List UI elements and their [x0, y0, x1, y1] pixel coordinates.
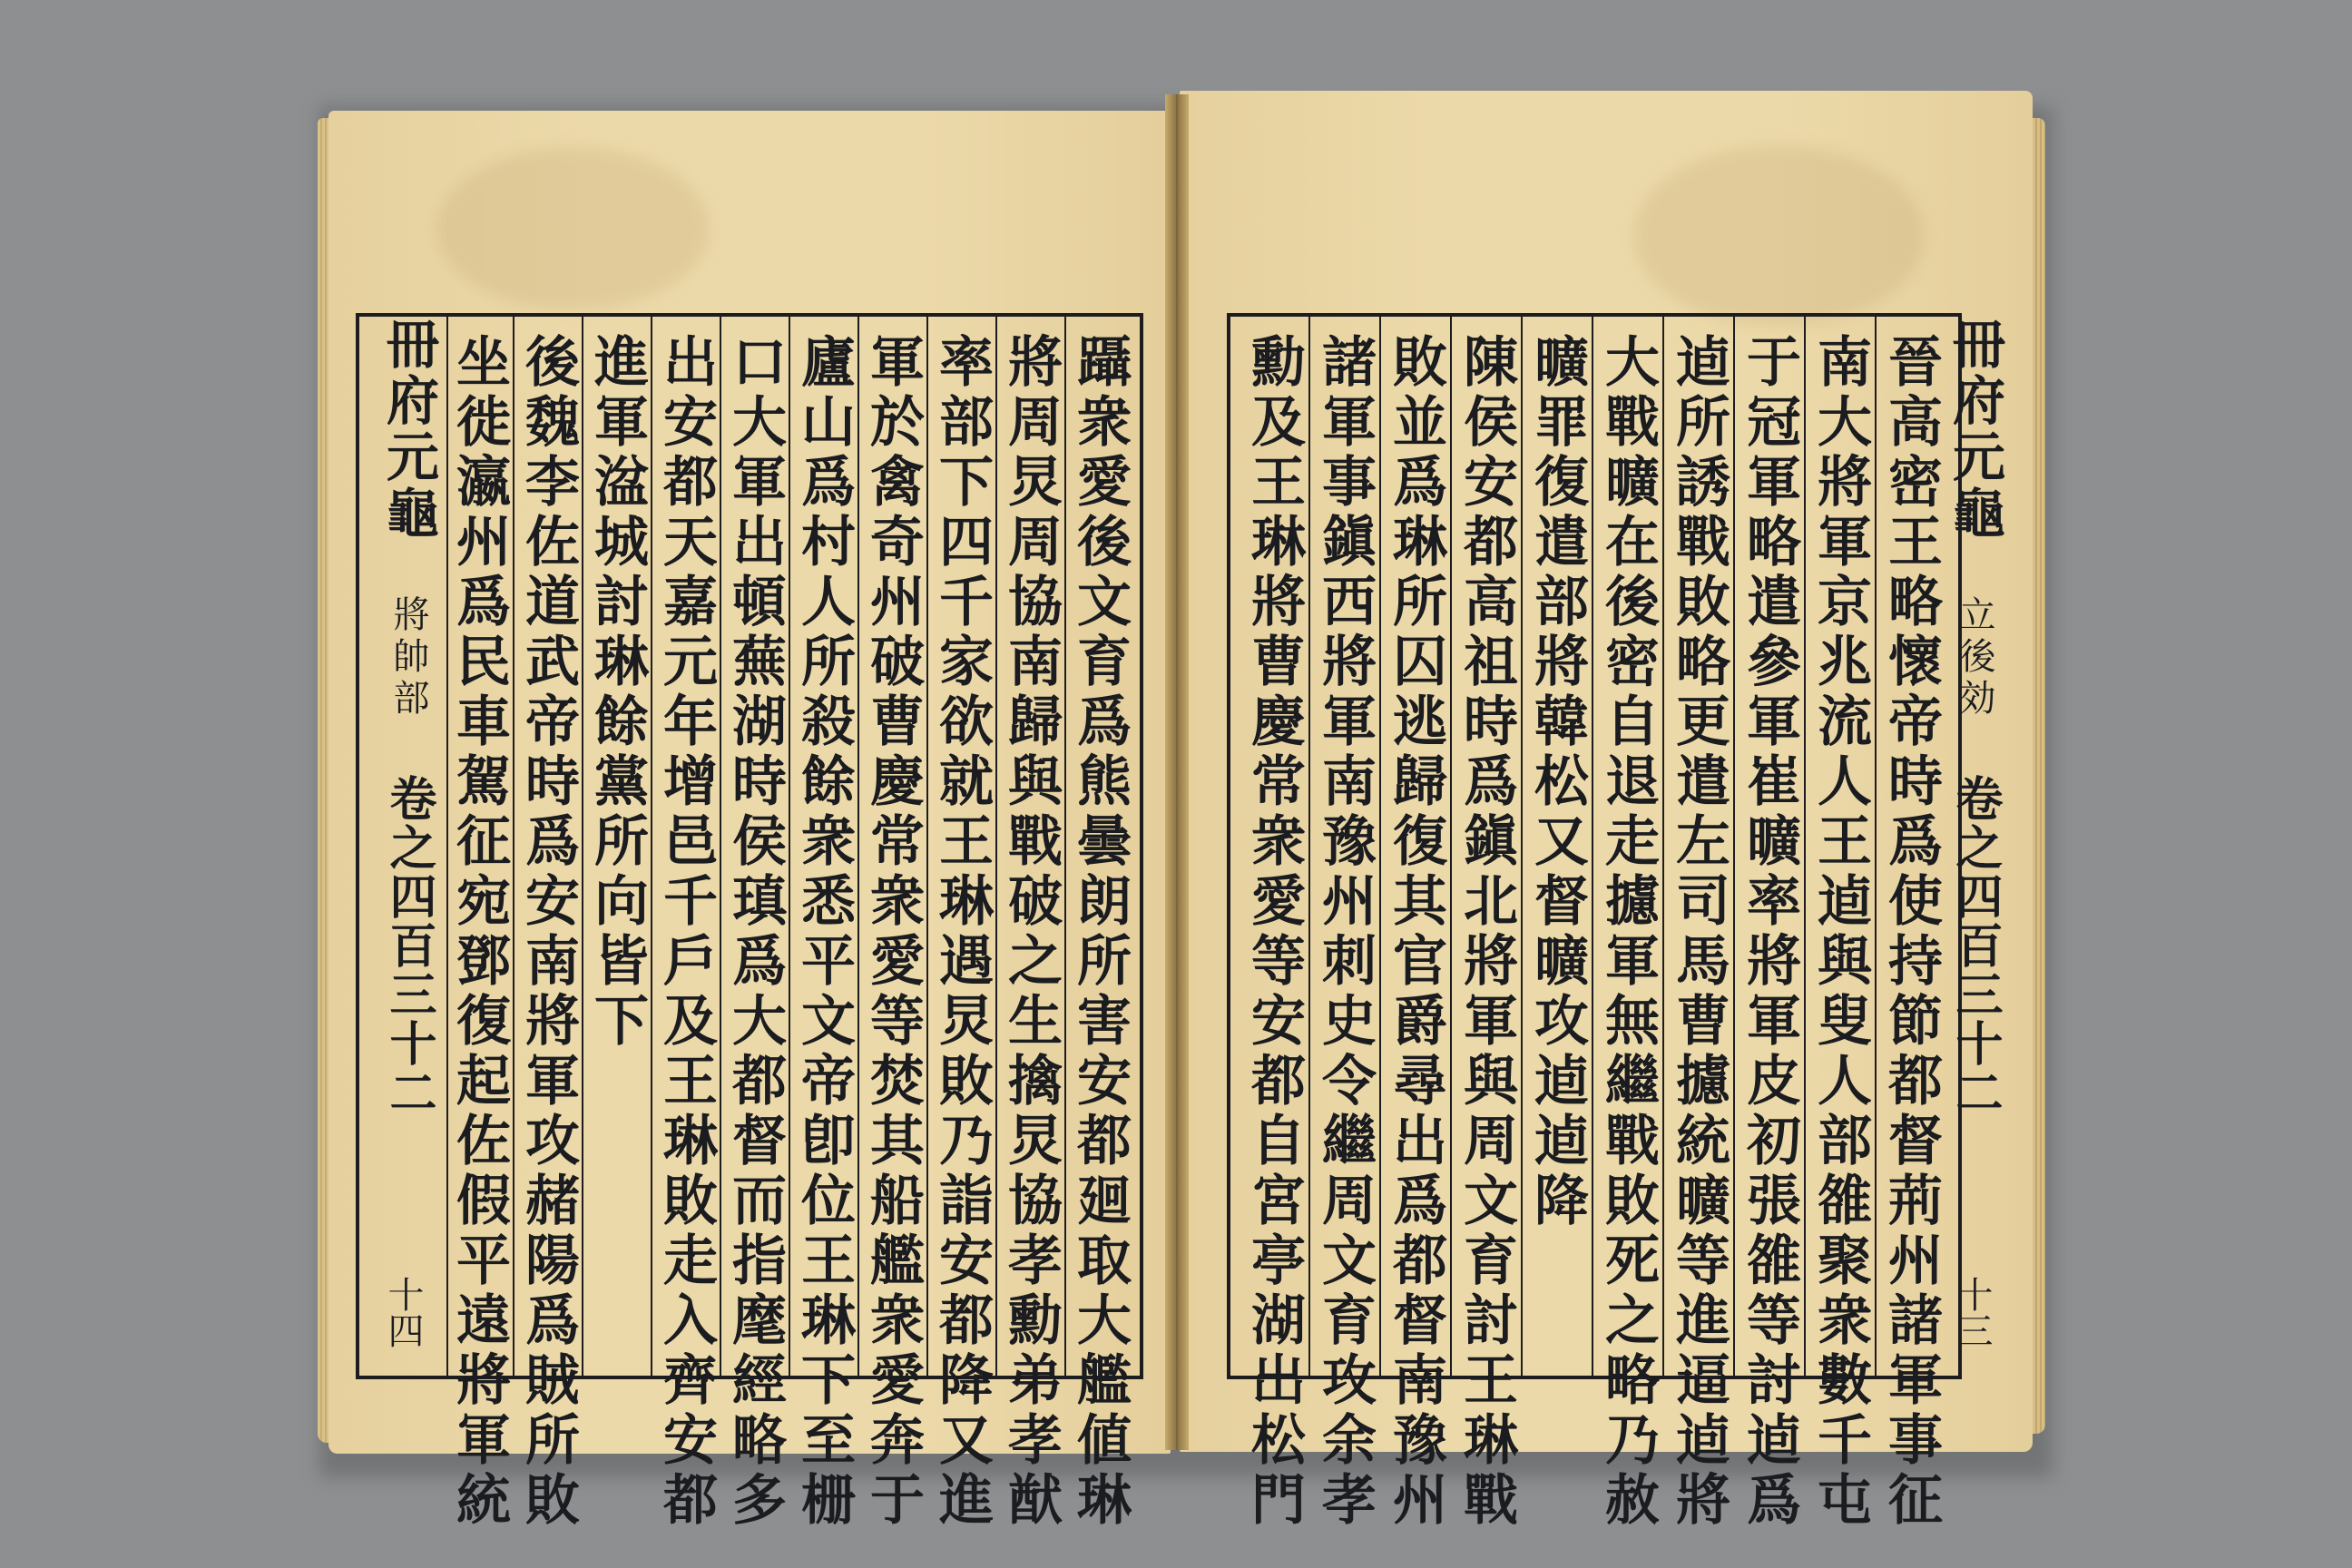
column-rule	[1733, 317, 1735, 1376]
column-rule	[1379, 317, 1381, 1376]
left-text-column: 口大軍出頓蕪湖時侯瑱爲大都督而指麾經略多	[723, 333, 787, 1531]
left-text-column: 廬山爲村人所殺餘衆悉平文帝卽位王琳下至栅	[792, 333, 856, 1531]
column-rule	[513, 317, 514, 1376]
right-folio: 十三	[1951, 1276, 1993, 1348]
right-text-column: 大戰曠在後密自退走攄軍無繼戰敗死之略乃赦	[1596, 333, 1660, 1531]
right-center-volume: 卷之四百三十二	[1947, 774, 2003, 1117]
column-rule	[995, 317, 997, 1376]
paper-stain	[1633, 145, 1924, 327]
book-gutter	[1165, 94, 1189, 1450]
right-text-column: 曠罪復遣部將韓松又督曠攻逌逌降	[1525, 333, 1589, 1231]
column-rule	[1450, 317, 1452, 1376]
left-center-volume: 卷之四百三十二	[381, 774, 436, 1117]
right-text-column: 逌所誘戰敗略更遣左司馬曹攄統曠等進逼逌將	[1667, 333, 1730, 1531]
left-text-column: 出安都天嘉元年增邑千戶及王琳敗走入齊安都	[654, 333, 718, 1531]
right-text-column: 敗並爲琳所囚逃歸復其官爵尋出爲都督南豫州	[1384, 333, 1447, 1531]
left-center-section: 將帥部	[387, 595, 429, 720]
left-text-column: 後魏李佐道武帝時爲安南將軍攻赭陽爲賊所敗	[516, 333, 580, 1531]
right-text-frame	[1227, 313, 2005, 1531]
column-rule	[1521, 317, 1523, 1376]
left-text-column: 躡衆愛後文育爲熊曇朗所害安都廻取大艦値琳	[1068, 333, 1132, 1531]
column-rule	[720, 317, 721, 1376]
right-center-title: 冊府元龜	[1944, 317, 2005, 542]
column-rule	[858, 317, 859, 1376]
column-rule	[1804, 317, 1806, 1376]
column-rule	[1662, 317, 1664, 1376]
left-text-column: 進軍湓城討琳餘黨所向皆下	[585, 333, 649, 1052]
left-text-column: 率部下四千家欲就王琳遇炅敗乃詣安都降又進	[930, 333, 994, 1531]
column-rule	[926, 317, 928, 1376]
column-rule	[582, 317, 583, 1376]
left-text-column: 將周炅周協南歸與戰破之生擒炅協孝勳弟孝猷	[999, 333, 1063, 1531]
left-text-column: 軍於禽奇州破曹慶常衆愛等焚其船艦衆愛奔于	[861, 333, 925, 1531]
left-center-strip	[356, 317, 446, 1376]
right-text-column: 于冠軍略遣參軍崔曠率將軍皮初張雒等討逌爲	[1738, 333, 1801, 1531]
paper-stain	[437, 147, 710, 310]
column-rule	[651, 317, 652, 1376]
column-rule	[789, 317, 790, 1376]
right-text-column: 勳及王琳將曹慶常衆愛等安都自宮亭湖出松門	[1242, 333, 1306, 1531]
column-rule	[1308, 317, 1310, 1376]
column-rule	[1064, 317, 1066, 1376]
right-center-section: 立後効	[1954, 595, 1995, 720]
left-text-column: 坐徙瀛州爲民車駕征宛鄧復起佐假平遠將軍統	[447, 333, 511, 1531]
right-text-column: 南大將軍京兆流人王逌與叟人部雒聚衆數千屯	[1808, 333, 1872, 1531]
column-rule	[1592, 317, 1593, 1376]
right-text-column: 諸軍事鎭西將軍南豫州刺史令繼周文育攻余孝	[1313, 333, 1377, 1531]
column-rule	[1875, 317, 1877, 1376]
right-text-column: 陳侯安都高祖時爲鎭北將軍與周文育討王琳戰	[1455, 333, 1518, 1531]
left-center-title: 冊府元龜	[377, 317, 439, 542]
right-text-column: 晉高密王略懷帝時爲使持節都督荊州諸軍事征	[1879, 333, 1943, 1531]
left-text-frame	[356, 313, 1143, 1531]
left-folio: 十四	[382, 1276, 424, 1348]
